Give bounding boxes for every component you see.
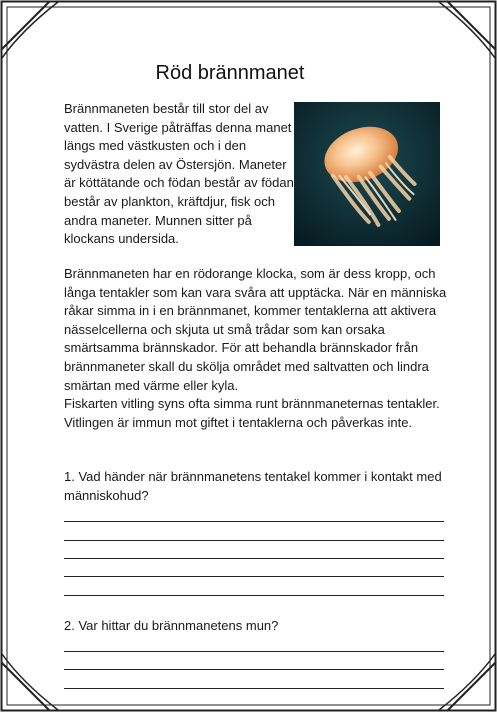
answer-line[interactable] [64,669,444,670]
answer-line[interactable] [64,558,444,559]
jellyfish-photo [294,102,440,246]
answer-line[interactable] [64,651,444,652]
body-text [64,265,454,432]
answer-line[interactable] [64,576,444,577]
answer-line[interactable] [64,595,444,596]
paragraph-tentacles: Brännmaneten har en rödorange klocka, som är dess kropp, och långa tentakler som kan vara svåra att upptäcka. När en människa råkar simma in i en brännmanet, kommer tentaklerna att aktivera nässelcellerna och skjuta ut små trådar som kan orsaka smärtsamma brännskador. För att behandla brännskador från brännmaneter skall du skölja området med saltvatten och lindra smärtan med värme eller kyla. [64,266,447,393]
question-1: 1. Vad händer när brännmanetens tentakel kommer i kontakt med människohud? [64,469,442,503]
worksheet-title: Röd brännmanet [155,62,305,84]
paragraph-whiting: Fiskarten vitling syns ofta simma runt brännmaneternas tentakler. Vitlingen är immun mot giftet i tentaklerna och påverkas inte. [64,396,440,430]
answer-line[interactable] [64,521,444,522]
answer-line[interactable] [64,688,444,689]
answer-line[interactable] [64,540,444,541]
question-2: 2. Var hittar du brännmanetens mun? [64,618,279,633]
intro-text: Brännmaneten består till stor del av vatten. I Sverige påträffas denna manet längs med västkusten och i den sydvästra delen av Östersjön. Maneter är köttätande och födan består av födan består av plankton, kräftdjur, fisk och andra maneter. Munnen sitter på klockans undersida. [64,101,294,247]
